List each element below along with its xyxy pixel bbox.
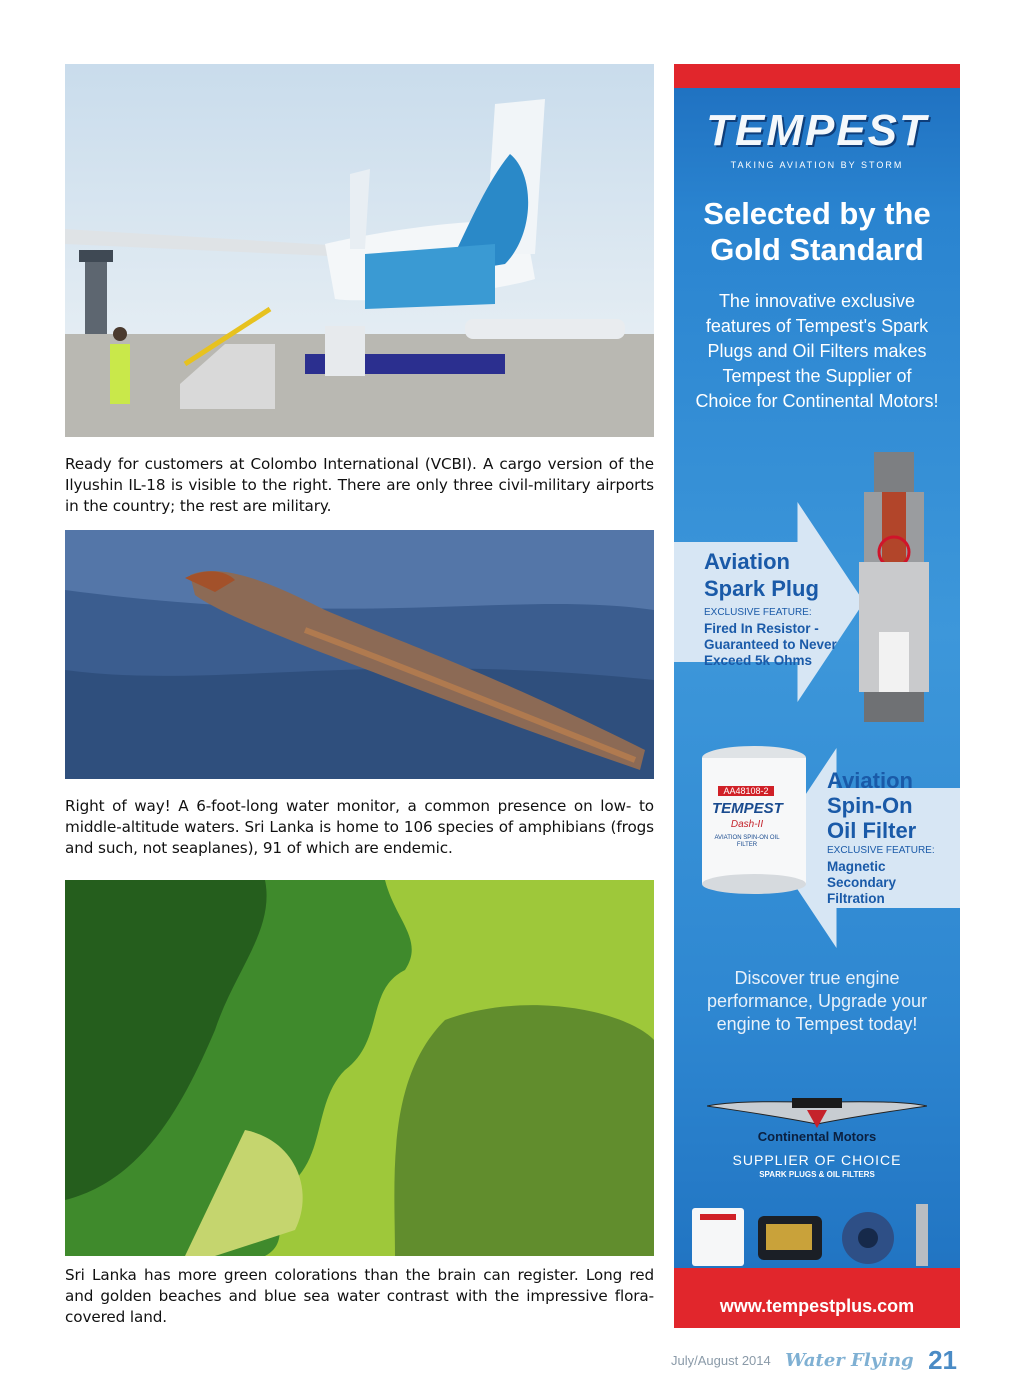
spark-plug-feature-label: EXCLUSIVE FEATURE:: [704, 607, 812, 618]
spark-plug-icon: [844, 452, 944, 730]
tempest-website-link[interactable]: www.tempestplus.com: [719, 1296, 915, 1316]
oil-filter-title: Aviation: [827, 768, 913, 793]
products-image: [688, 1200, 946, 1270]
oil-filter-feature-label: EXCLUSIVE FEATURE:: [827, 845, 935, 856]
ad-top-bar: [674, 64, 960, 88]
oil-filter-title: Oil Filter: [827, 818, 917, 843]
ad-tagline: TAKING AVIATION BY STORM: [730, 160, 904, 170]
oil-filter-feature: Magnetic Secondary Filtration: [827, 859, 897, 906]
magazine-title: Water Flying: [785, 1350, 914, 1371]
photo-caption: Ready for customers at Colombo International (VCBI). A cargo version of the Ilyushin IL-18 is visible to the right. There are only three civil-military airports in the country; the rest are military.: [65, 455, 654, 515]
photo-caption: Sri Lanka has more green colorations than the brain can register. Long red and golden beaches and blue sea water contrast with the impressive flora-covered land.: [65, 1266, 654, 1326]
oil-filter-title: Spin-On: [827, 793, 913, 818]
filter-product-brand: TEMPEST: [712, 800, 783, 817]
ad-intro-text: The innovative exclusive features of Tempest's Spark Plugs and Oil Filters makes Tempest the Supplier of Choice for Continental Motors!: [695, 291, 939, 411]
tempest-logo: TEMPEST: [706, 106, 928, 155]
filter-product-code: AA48108-2: [718, 786, 774, 796]
continental-motors-label: Continental Motors: [757, 1129, 877, 1144]
ad-headline: Selected by the: [703, 196, 931, 231]
spark-plug-feature: Fired In Resistor - Guaranteed to Never Exceed 5k Ohms: [704, 621, 837, 668]
ad-headline: Gold Standard: [710, 232, 924, 267]
supplier-subtitle: SPARK PLUGS & OIL FILTERS: [759, 1170, 875, 1179]
arrow-right-shape: [674, 502, 864, 702]
filter-product-model: Dash-II: [730, 819, 764, 830]
page-number: 21: [928, 1345, 957, 1375]
filter-product-type: AVIATION SPIN-ON OIL FILTER: [714, 835, 780, 848]
seaplane-photo: [65, 64, 654, 437]
photo-caption: Right of way! A 6-foot-long water monitor, a common presence on low- to middle-altitude waters. Sri Lanka is home to 106 species of amphibians (frogs and such, not seaplanes), 91 of which are endemic.: [65, 797, 654, 857]
tempest-advertisement[interactable]: [674, 64, 960, 1328]
aerial-landscape-photo: [65, 880, 654, 1256]
continental-wings-logo: [707, 1094, 927, 1134]
issue-date: July/August 2014: [671, 1353, 771, 1368]
page-footer: [671, 1345, 957, 1375]
water-monitor-photo: [65, 530, 654, 779]
supplier-of-choice: SUPPLIER OF CHOICE: [732, 1152, 902, 1168]
spark-plug-title: Aviation: [704, 549, 790, 574]
ad-call-to-action: Discover true engine performance, Upgrade your engine to Tempest today!: [706, 968, 928, 1034]
spark-plug-title: Spark Plug: [704, 576, 819, 601]
